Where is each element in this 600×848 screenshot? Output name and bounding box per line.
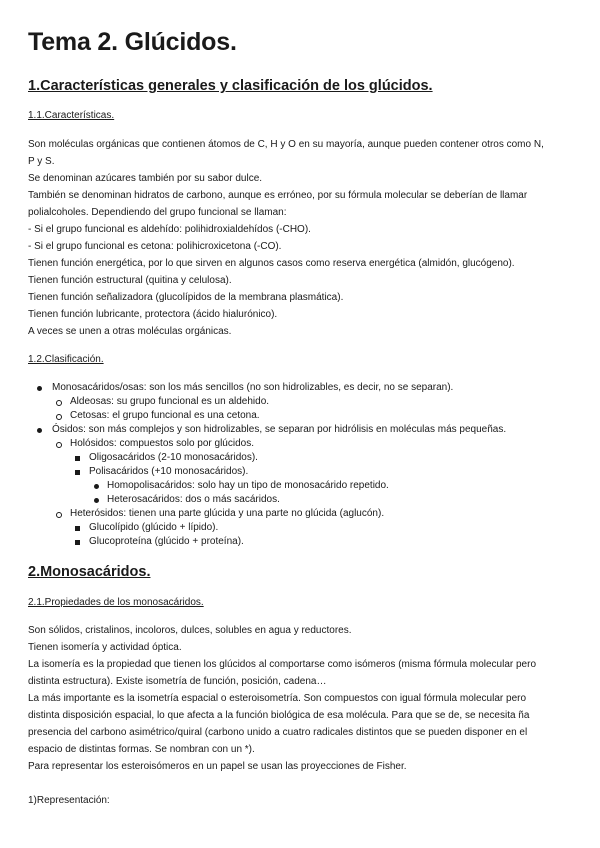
list-item: Cetosas: el grupo funcional es una cetona. bbox=[70, 410, 260, 421]
paragraph-line: espacio de distintas formas. Se nombran con un *). bbox=[28, 744, 255, 755]
paragraph-line: Tienen función estructural (quitina y celulosa). bbox=[28, 275, 232, 286]
paragraph-line: Tienen función energética, por lo que sirven en algunos casos como reserva energética (almidón, glucógeno). bbox=[28, 258, 515, 269]
bullet-square-icon bbox=[75, 526, 80, 531]
bullet-square-icon bbox=[75, 470, 80, 475]
bullet-square-icon bbox=[75, 456, 80, 461]
list-item: Glucoproteína (glúcido + proteína). bbox=[89, 536, 244, 547]
paragraph-line: 1)Representación: bbox=[28, 795, 110, 806]
paragraph-line: Son moléculas orgánicas que contienen átomos de C, H y O en su mayoría, aunque pueden contener otros como N, bbox=[28, 139, 544, 150]
list-item: Polisacáridos (+10 monosacáridos). bbox=[89, 466, 249, 477]
bullet-circle-icon bbox=[56, 512, 62, 518]
subsection-heading-1-1: 1.1.Características. bbox=[28, 110, 115, 121]
list-item: Ósidos: son más complejos y son hidrolizables, se separan por hidrólisis en moléculas más pequeñas. bbox=[52, 424, 507, 435]
paragraph-line: Tienen función señalizadora (glucolípidos de la membrana plasmática). bbox=[28, 292, 344, 303]
list-item: Monosacáridos/osas: son los más sencillos (no son hidrolizables, es decir, no se separan). bbox=[52, 382, 454, 393]
paragraph-line: A veces se unen a otras moléculas orgánicas. bbox=[28, 326, 232, 337]
paragraph-line: distinta disposición espacial, lo que afecta a la función biológica de esa molécula. Para que se de, se necesita ña bbox=[28, 710, 530, 721]
paragraph-line: La más importante es la isometría espacial o esteroisometría. Son compuestos con igual fórmula molecular pero bbox=[28, 693, 527, 704]
bullet-circle-icon bbox=[56, 414, 62, 420]
list-item: Heterósidos: tienen una parte glúcida y una parte no glúcida (aglucón). bbox=[70, 508, 385, 519]
paragraph-line: La isomería es la propiedad que tienen los glúcidos al comportarse como isómeros (misma fórmula molecular pero bbox=[28, 659, 537, 670]
paragraph-line: Son sólidos, cristalinos, incoloros, dulces, solubles en agua y reductores. bbox=[28, 625, 352, 636]
paragraph-line: También se denominan hidratos de carbono, aunque es erróneo, por su fórmula molecular se deberían de llamar bbox=[28, 190, 528, 201]
list-item: Homopolisacáridos: solo hay un tipo de monosacárido repetido. bbox=[107, 480, 389, 491]
paragraph-line: Se denominan azúcares también por su sabor dulce. bbox=[28, 173, 263, 184]
list-item: Glucolípido (glúcido + lípido). bbox=[89, 522, 219, 533]
paragraph-line: - Si el grupo funcional es aldehído: polihidroxialdehídos (-CHO). bbox=[28, 224, 311, 235]
list-item: Holósidos: compuestos solo por glúcidos. bbox=[70, 438, 254, 449]
page-title: Tema 2. Glúcidos. bbox=[28, 28, 237, 56]
paragraph-line: presencia del carbono asimétrico/quiral (carbono unido a cuatro radicales distintos que se pueden disponer en el bbox=[28, 727, 528, 738]
bullet-circle-icon bbox=[56, 442, 62, 448]
subsection-heading-2-1: 2.1.Propiedades de los monosacáridos. bbox=[28, 597, 204, 608]
list-item: Aldeosas: su grupo funcional es un aldehido. bbox=[70, 396, 270, 407]
paragraph-line: - Si el grupo funcional es cetona: polihicroxicetona (-CO). bbox=[28, 241, 282, 252]
bullet-disc-icon bbox=[37, 386, 42, 391]
bullet-disc-icon bbox=[94, 484, 99, 489]
subsection-heading-1-2: 1.2.Clasificación. bbox=[28, 354, 104, 365]
section-heading-1: 1.Características generales y clasificación de los glúcidos. bbox=[28, 78, 433, 94]
bullet-disc-icon bbox=[94, 498, 99, 503]
bullet-square-icon bbox=[75, 540, 80, 545]
list-item: Heterosacáridos: dos o más sacáridos. bbox=[107, 494, 280, 505]
paragraph-line: Tienen función lubricante, protectora (ácido hialurónico). bbox=[28, 309, 278, 320]
paragraph-line: polialcoholes. Dependiendo del grupo funcional se llaman: bbox=[28, 207, 287, 218]
bullet-disc-icon bbox=[37, 428, 42, 433]
paragraph-line: P y S. bbox=[28, 156, 55, 167]
section-heading-2: 2.Monosacáridos. bbox=[28, 564, 151, 580]
paragraph-line: Tienen isomería y actividad óptica. bbox=[28, 642, 182, 653]
paragraph-line: distinta estructura). Existe isometría de función, posición, cadena… bbox=[28, 676, 327, 687]
list-item: Oligosacáridos (2-10 monosacáridos). bbox=[89, 452, 258, 463]
bullet-circle-icon bbox=[56, 400, 62, 406]
paragraph-line: Para representar los esteroisómeros en un papel se usan las proyecciones de Fisher. bbox=[28, 761, 407, 772]
